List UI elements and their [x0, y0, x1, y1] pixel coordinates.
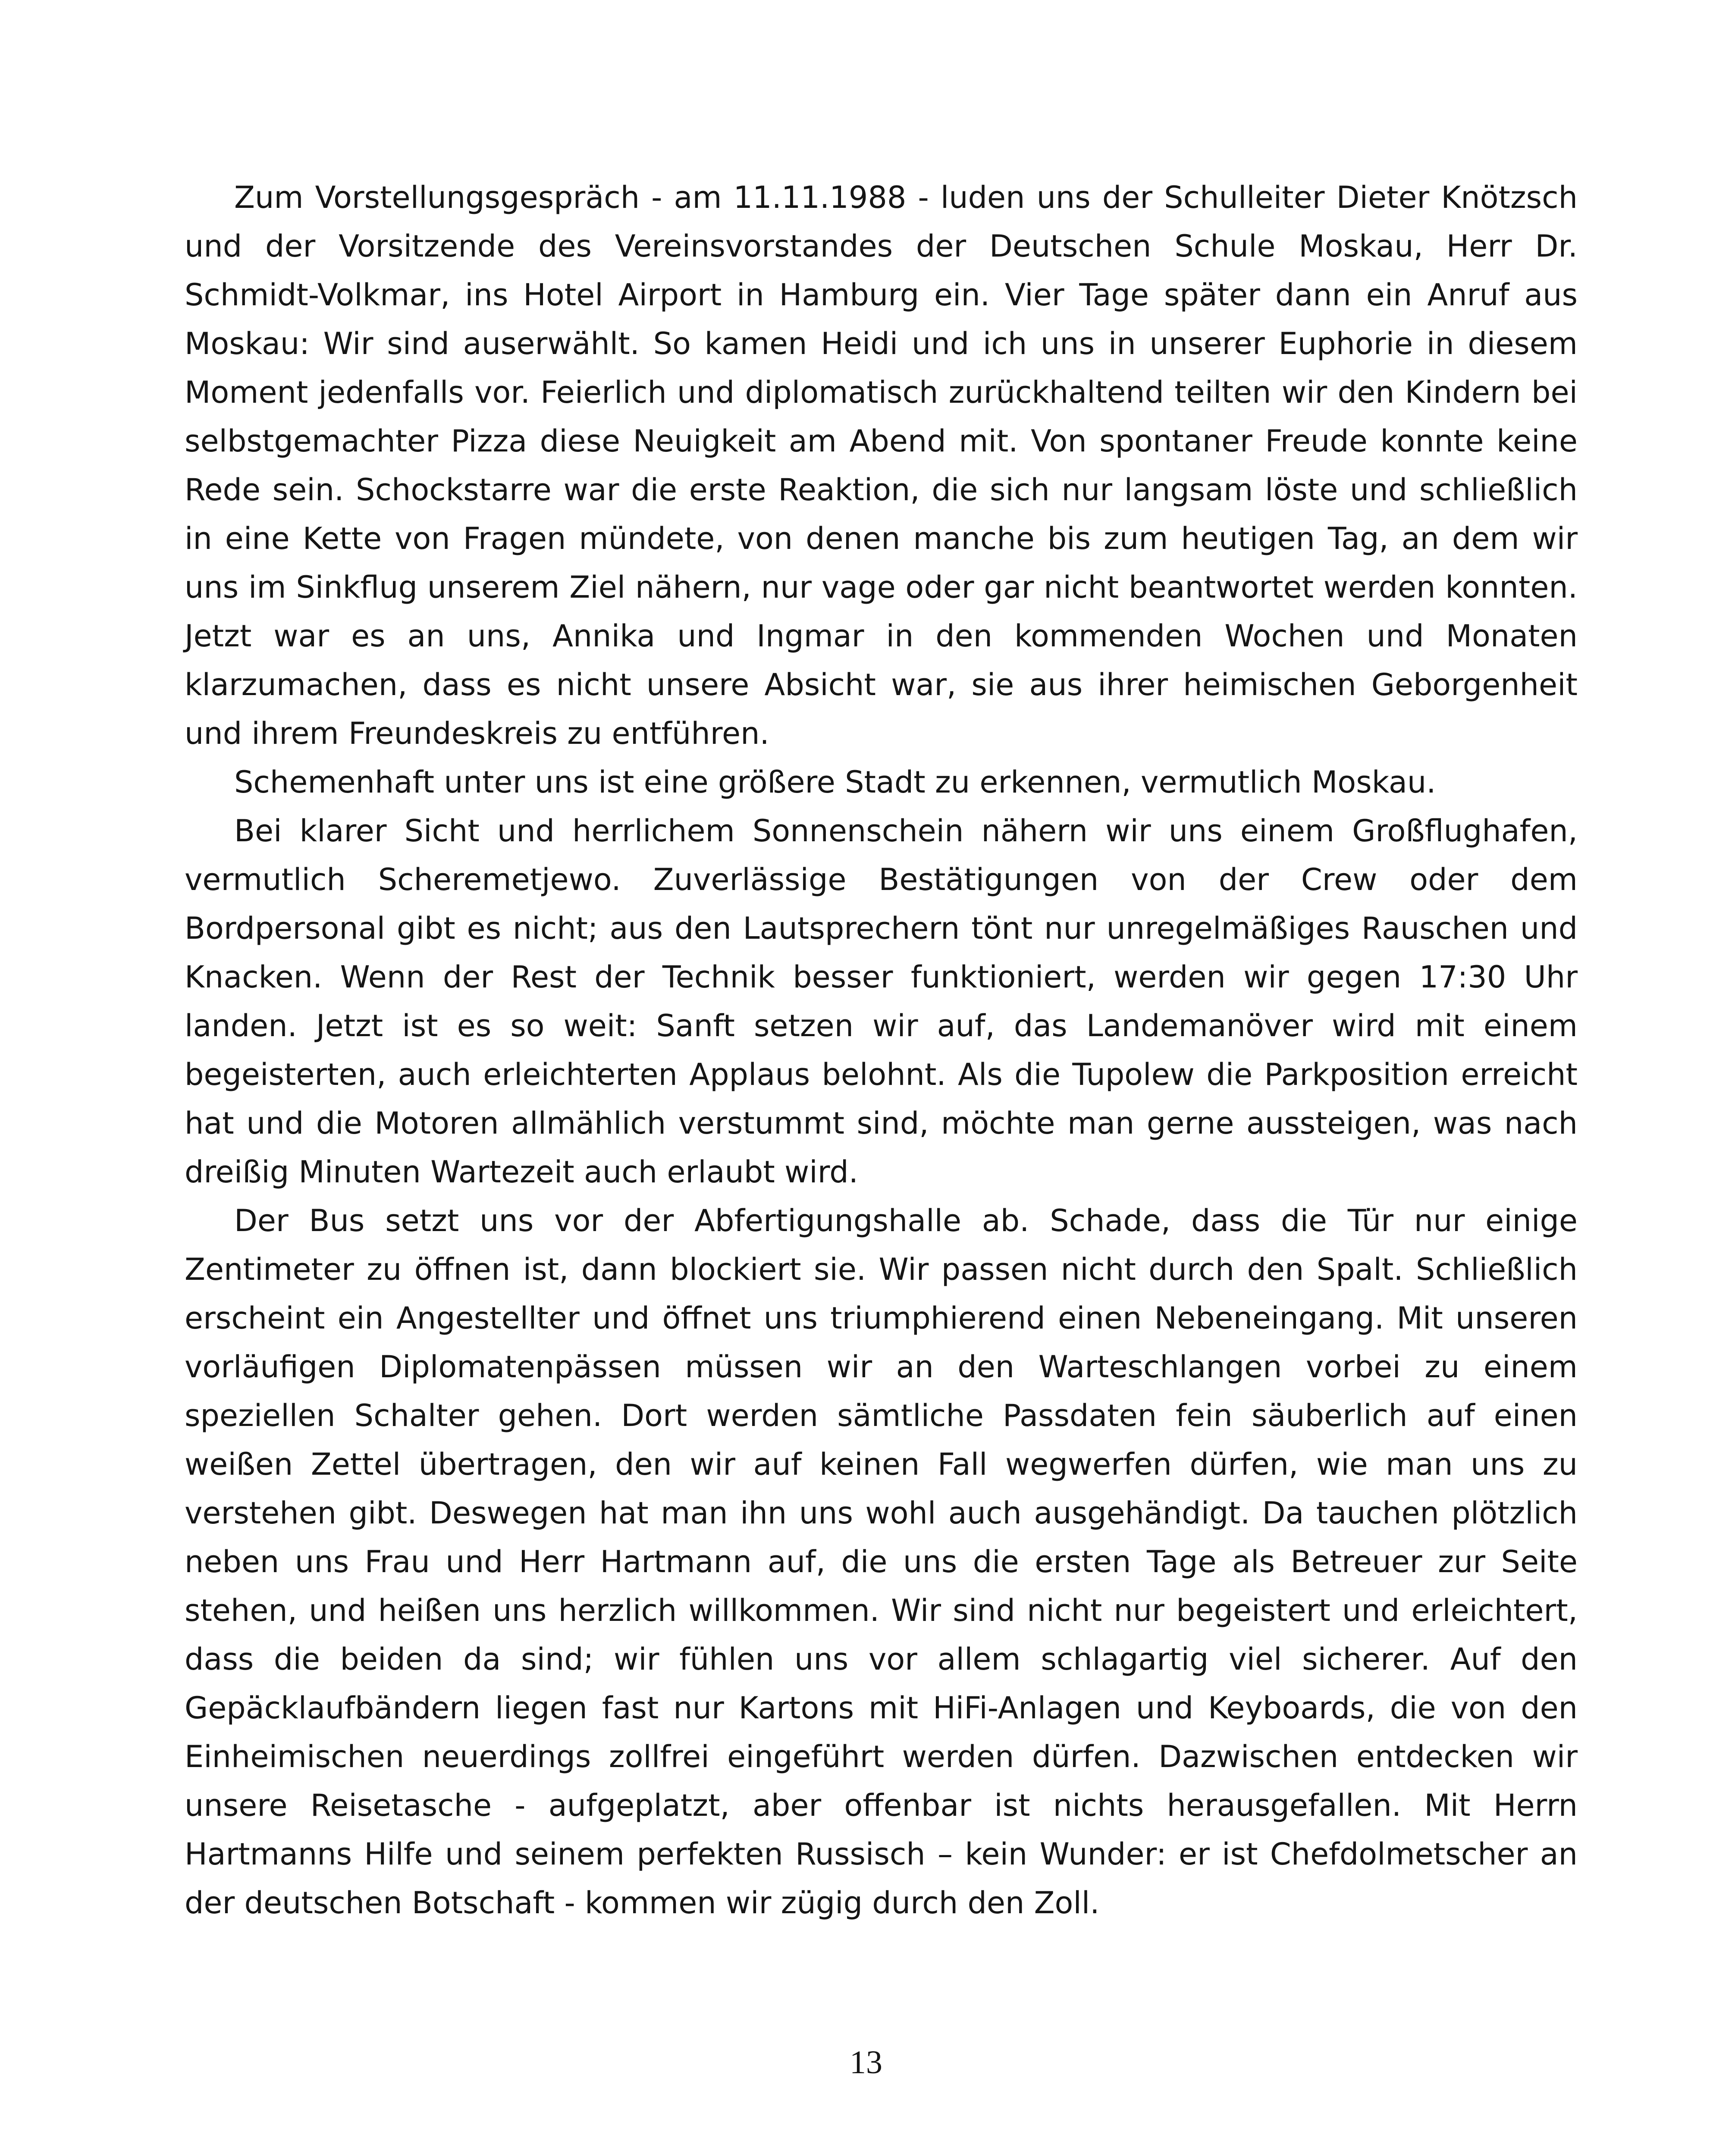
paragraph-terminal: Der Bus setzt uns vor der Abfertigungshalle ab. Schade, dass die Tür nur einige Zentimeter zu öffnen ist, dann blockiert sie. Wir passen nicht durch den Spalt. Schließlich erscheint ein Angestellter und öffnet uns triumphierend einen Nebeneingang. Mit unseren vorläufigen Diplomatenpässen müssen wir an den Warteschlangen vorbei zu einem speziellen Schalter gehen. Dort werden sämtliche Passdaten fein säuberlich auf einen weißen Zettel übertragen, den wir auf keinen Fall wegwerfen dürfen, wie man uns zu verstehen gibt. Deswegen hat man ihn uns wohl auch ausgehändigt. Da tauchen plötzlich neben uns Frau und Herr Hartmann auf, die uns die ersten Tage als Betreuer zur Seite stehen, und heißen uns herzlich willkommen. Wir sind nicht nur begeistert und erleichtert, dass die beiden da sind; wir fühlen uns vor allem schlagartig viel sicherer. Auf den Gepäcklaufbändern liegen fast nur Kartons mit HiFi-Anlagen und Keyboards, die von den Einheimischen neuerdings zollfrei eingeführt werden dürfen. Dazwischen entdecken wir unsere Reisetasche - aufgeplatzt, aber offenbar ist nichts herausgefallen. Mit Herrn Hartmanns Hilfe und seinem perfekten Russisch – kein Wunder: er ist Chefdolmetscher an der deutschen Botschaft - kommen wir zügig durch den Zoll. — [185, 1203, 1578, 1921]
page-number: 13 — [850, 2044, 882, 2081]
body-text — [185, 173, 1578, 1927]
paragraph-interview: Zum Vorstellungsgespräch - am 11.11.1988 - luden uns der Schulleiter Dieter Knötzsch und der Vorsitzende des Vereinsvorstandes der Deutschen Schule Moskau, Herr Dr. Schmidt-Volkmar, ins Hotel Airport in Hamburg ein. Vier Tage später dann ein Anruf aus Moskau: Wir sind auserwählt. So kamen Heidi und ich uns in unserer Euphorie in diesem Moment jedenfalls vor. Feierlich und diplomatisch zurückhaltend teilten wir den Kindern bei selbstgemachter Pizza diese Neuigkeit am Abend mit. Von spontaner Freude konnte keine Rede sein. Schockstarre war die erste Reaktion, die sich nur langsam löste und schließlich in eine Kette von Fragen mündete, von denen manche bis zum heutigen Tag, an dem wir uns im Sinkflug unserem Ziel nähern, nur vage oder gar nicht beantwortet werden konnten. Jetzt war es an uns, Annika und Ingmar in den kommenden Wochen und Monaten klarzumachen, dass es nicht unsere Absicht war, sie aus ihrer heimischen Geborgenheit und ihrem Freundeskreis zu entführen. — [185, 180, 1578, 751]
paragraph-landing: Bei klarer Sicht und herrlichem Sonnenschein nähern wir uns einem Großflughafen, vermutlich Scheremetjewo. Zuverlässige Bestätigungen von der Crew oder dem Bordpersonal gibt es nicht; aus den Lautsprechern tönt nur unregelmäßiges Rauschen und Knacken. Wenn der Rest der Technik besser funktioniert, werden wir gegen 17:30 Uhr landen. Jetzt ist es so weit: Sanft setzen wir auf, das Landemanöver wird mit einem begeisterten, auch erleichterten Applaus belohnt. Als die Tupolew die Parkposition erreicht hat und die Motoren allmählich verstummt sind, möchte man gerne aussteigen, was nach dreißig Minuten Wartezeit auch erlaubt wird. — [185, 813, 1578, 1190]
paragraph-city-view: Schemenhaft unter uns ist eine größere Stadt zu erkennen, vermutlich Moskau. — [234, 765, 1436, 800]
